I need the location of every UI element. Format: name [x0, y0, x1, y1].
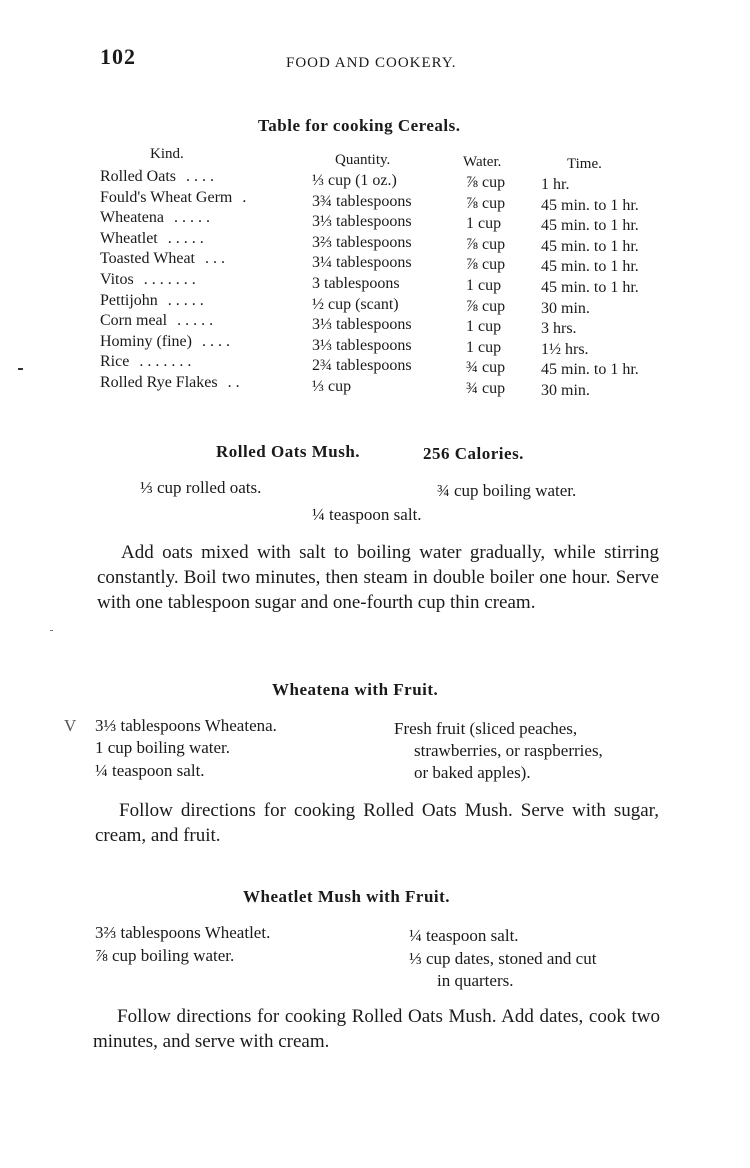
cell-time: 45 min. to 1 hr. — [541, 258, 639, 276]
check-mark: V — [64, 716, 77, 735]
cell-time: 3 hrs. — [541, 320, 577, 338]
cell-quantity: ½ cup (scant) — [312, 295, 399, 313]
cell-time: 30 min. — [541, 382, 590, 399]
scan-speck — [50, 630, 53, 631]
ingredient: ⅓ cup dates, stoned and cut — [409, 949, 597, 968]
cell-water: 1 cup — [466, 318, 502, 336]
cell-quantity: ⅓ cup (1 oz.) — [312, 172, 397, 189]
ingredient: 1 cup boiling water. — [95, 738, 231, 757]
column-header-quantity: Quantity. — [335, 152, 391, 168]
ingredient: ⅓ cup rolled oats. — [140, 478, 262, 497]
cell-time: 1 hr. — [541, 176, 570, 193]
cell-kind: Rolled Oats — [100, 168, 176, 185]
column-header-time: Time. — [567, 156, 602, 172]
cell-time: 45 min. to 1 hr. — [541, 196, 639, 214]
recipe-directions: Follow directions for cooking Rolled Oats Mush. Serve with sugar, cream, and fruit. — [95, 800, 659, 846]
cell-leader-dots: . . . . . — [173, 209, 210, 227]
ingredient: ⅞ cup boiling water. — [95, 946, 235, 965]
cell-leader-dots: . . . . — [186, 168, 214, 185]
cell-time: 30 min. — [541, 299, 590, 317]
cell-quantity: 3¼ tablespoons — [312, 254, 412, 272]
ingredient: ¼ teaspoon salt. — [312, 505, 422, 524]
cell-time: 45 min. to 1 hr. — [541, 279, 639, 296]
cell-water: ⅞ cup — [466, 194, 506, 212]
ingredient: ¼ teaspoon salt. — [409, 926, 519, 945]
cell-water: 1 cup — [466, 215, 502, 233]
ingredient: Fresh fruit (sliced peaches, — [394, 719, 578, 738]
scan-speck — [18, 368, 23, 370]
cell-water: ⅞ cup — [466, 256, 506, 274]
cell-time: 45 min. to 1 hr. — [541, 361, 639, 379]
cell-quantity: 3⅓ tablespoons — [312, 336, 412, 354]
page-number: 102 — [100, 44, 136, 69]
ingredient: 3⅓ tablespoons Wheatena. — [95, 716, 277, 735]
cell-leader-dots: . . . . — [201, 332, 230, 350]
recipe-title: Rolled Oats Mush. — [216, 442, 361, 461]
ingredient: in quarters. — [437, 971, 514, 990]
cell-time: 45 min. to 1 hr. — [541, 237, 639, 255]
cell-time: 45 min. to 1 hr. — [541, 217, 639, 235]
cell-time: 1½ hrs. — [541, 340, 589, 358]
cell-kind: Wheatlet — [100, 229, 158, 247]
recipe-directions: Add oats mixed with salt to boiling water gradually, while stirring constantly. Boil two minutes, then steam in double boiler one hour. Serve with one tablespoon sugar and one-fourth cup thin cream. — [97, 542, 659, 613]
ingredient: ¾ cup boiling water. — [437, 481, 577, 500]
cell-quantity: 2¾ tablespoons — [312, 357, 412, 375]
cell-leader-dots: . . — [227, 374, 240, 391]
ingredient: strawberries, or raspberries, — [414, 741, 603, 760]
ingredient: ¼ teaspoon salt. — [95, 761, 205, 780]
cell-leader-dots: . — [242, 188, 247, 206]
cell-leader-dots: . . . . . . . — [139, 353, 192, 371]
cell-leader-dots: . . . . . — [167, 229, 204, 247]
cell-leader-dots: . . . . . . . — [143, 271, 196, 288]
cell-water: ¾ cup — [466, 380, 506, 397]
cell-leader-dots: . . . . . — [177, 312, 214, 330]
cell-kind: Rolled Rye Flakes — [100, 374, 218, 391]
cell-quantity: 3⅔ tablespoons — [312, 233, 412, 251]
cell-kind: Hominy (fine) — [100, 332, 192, 350]
cell-quantity: ⅓ cup — [312, 378, 352, 395]
cell-quantity: 3¾ tablespoons — [312, 192, 412, 210]
recipe-title: Wheatlet Mush with Fruit. — [243, 887, 451, 906]
cell-quantity: 3⅓ tablespoons — [312, 213, 412, 231]
cell-kind: Wheatena — [100, 209, 164, 227]
column-header-kind: Kind. — [150, 146, 184, 162]
column-header-water: Water. — [463, 154, 502, 170]
cell-quantity: 3 tablespoons — [312, 275, 400, 292]
cell-water: 1 cup — [466, 338, 502, 356]
ingredient: 3⅔ tablespoons Wheatlet. — [95, 923, 271, 942]
cell-leader-dots: . . . . . — [167, 291, 204, 309]
cell-kind: Toasted Wheat — [100, 250, 195, 268]
cell-water: 1 cup — [466, 277, 502, 294]
cell-water: ⅞ cup — [466, 235, 506, 253]
cell-water: ⅞ cup — [466, 174, 506, 191]
recipe-directions: Follow directions for cooking Rolled Oats Mush. Add dates, cook two minutes, and serve with cream. — [93, 1006, 660, 1052]
cell-kind: Pettijohn — [100, 291, 158, 309]
ingredient: or baked apples). — [414, 763, 531, 782]
running-title: FOOD AND COOKERY. — [286, 55, 457, 71]
cell-water: ⅞ cup — [466, 297, 506, 315]
cell-water: ¾ cup — [466, 359, 506, 377]
cell-quantity: 3⅓ tablespoons — [312, 316, 412, 334]
cell-kind: Corn meal — [100, 312, 168, 330]
recipe-title: Wheatena with Fruit. — [272, 680, 439, 699]
cell-kind: Fould's Wheat Germ — [100, 188, 233, 206]
recipe-calories: 256 Calories. — [423, 444, 524, 463]
cell-kind: Rice — [100, 353, 130, 371]
table-title: Table for cooking Cereals. — [258, 116, 461, 135]
cell-kind: Vitos — [100, 271, 134, 288]
cell-leader-dots: . . . — [205, 250, 225, 268]
